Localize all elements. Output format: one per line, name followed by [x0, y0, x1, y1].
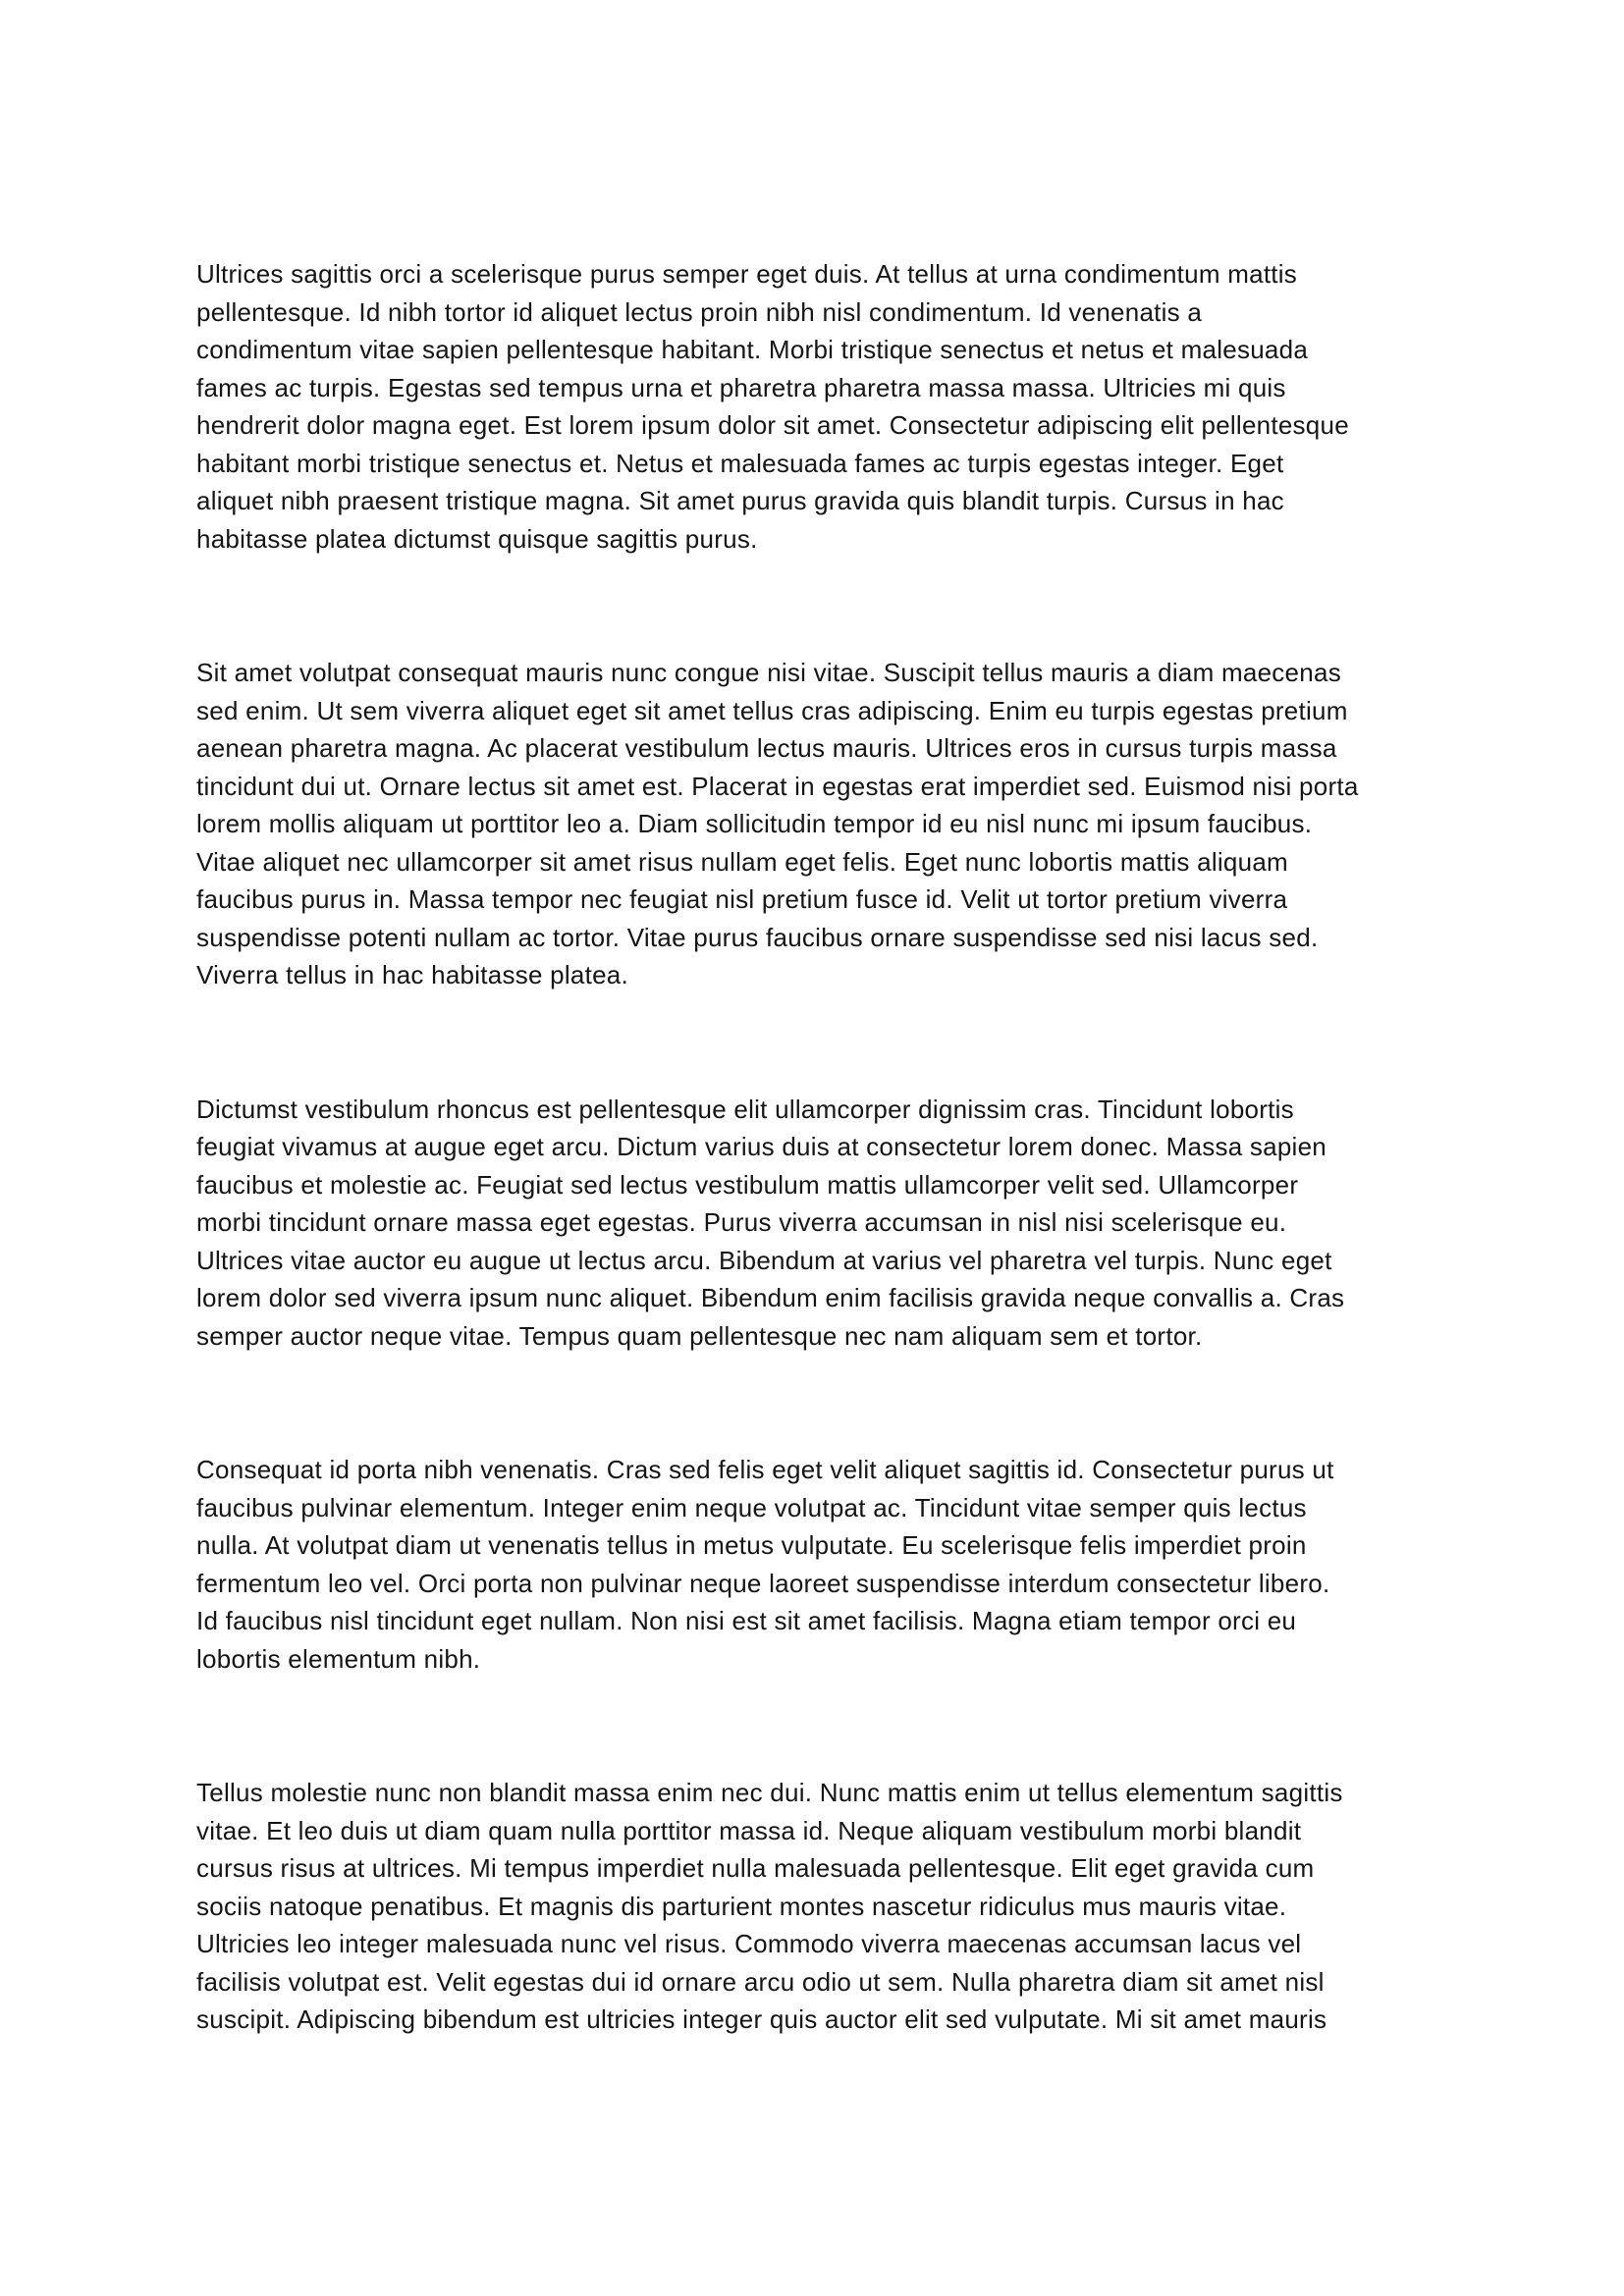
- text-line: sociis natoque penatibus. Et magnis dis parturient montes nascetur ridiculus mus mauris vitae.: [196, 1891, 1287, 1921]
- paragraph: [196, 1774, 1428, 2039]
- text-line: lorem dolor sed viverra ipsum nunc aliquet. Bibendum enim facilisis gravida neque convallis a. Cras: [196, 1283, 1345, 1312]
- text-line: Tellus molestie nunc non blandit massa enim nec dui. Nunc mattis enim ut tellus elementum sagittis: [196, 1778, 1343, 1807]
- text-line: Sit amet volutpat consequat mauris nunc congue nisi vitae. Suscipit tellus mauris a diam maecenas: [196, 658, 1341, 687]
- text-line: morbi tincidunt ornare massa eget egestas. Purus viverra accumsan in nisl nisi scelerisque eu.: [196, 1207, 1287, 1237]
- text-line: hendrerit dolor magna eget. Est lorem ipsum dolor sit amet. Consectetur adipiscing elit pellentesque: [196, 410, 1349, 440]
- text-line: habitant morbi tristique senectus et. Netus et malesuada fames ac turpis egestas integer. Eget: [196, 448, 1284, 478]
- text-line: Id faucibus nisl tincidunt eget nullam. Non nisi est sit amet facilisis. Magna etiam tempor orci eu: [196, 1606, 1297, 1635]
- text-line: Dictumst vestibulum rhoncus est pellentesque elit ullamcorper dignissim cras. Tincidunt lobortis: [196, 1094, 1294, 1124]
- text-line: aliquet nibh praesent tristique magna. Sit amet purus gravida quis blandit turpis. Cursus in hac: [196, 486, 1284, 515]
- text-line: suspendisse potenti nullam ac tortor. Vitae purus faucibus ornare suspendisse sed nisi lacus sed.: [196, 922, 1319, 952]
- text-line: tincidunt dui ut. Ornare lectus sit amet est. Placerat in egestas erat imperdiet sed. Euismod nisi porta: [196, 771, 1359, 801]
- text-line: Ultrices vitae auctor eu augue ut lectus arcu. Bibendum at varius vel pharetra vel turpis. Nunc eget: [196, 1245, 1332, 1275]
- paragraph: [196, 1451, 1428, 1678]
- paragraph: [196, 1091, 1428, 1356]
- paragraph: [196, 255, 1428, 558]
- text-line: faucibus pulvinar elementum. Integer enim neque volutpat ac. Tincidunt vitae semper quis lectus: [196, 1492, 1307, 1522]
- text-line: nulla. At volutpat diam ut venenatis tellus in metus vulputate. Eu scelerisque felis imperdiet proin: [196, 1530, 1307, 1560]
- text-line: Viverra tellus in hac habitasse platea.: [196, 960, 628, 989]
- text-line: vitae. Et leo duis ut diam quam nulla porttitor massa id. Neque aliquam vestibulum morbi blandit: [196, 1815, 1302, 1845]
- text-line: Ultrices sagittis orci a scelerisque purus semper eget duis. At tellus at urna condimentum mattis: [196, 259, 1298, 289]
- text-line: faucibus et molestie ac. Feugiat sed lectus vestibulum mattis ullamcorper velit sed. Ullamcorper: [196, 1169, 1299, 1200]
- text-line: lorem mollis aliquam ut porttitor leo a. Diam sollicitudin tempor id eu nisl nunc mi ipsum faucibus.: [196, 809, 1313, 838]
- text-line: cursus risus at ultrices. Mi tempus imperdiet nulla malesuada pellentesque. Elit eget gravida cum: [196, 1853, 1315, 1883]
- text-line: habitasse platea dictumst quisque sagittis purus.: [196, 523, 758, 554]
- document-body: [196, 255, 1428, 2135]
- paragraph: [196, 654, 1428, 994]
- text-line: fermentum leo vel. Orci porta non pulvinar neque laoreet suspendisse interdum consectetur libero.: [196, 1568, 1330, 1598]
- text-line: suscipit. Adipiscing bibendum est ultricies integer quis auctor elit sed vulputate. Mi sit amet mauris: [196, 2004, 1327, 2034]
- text-line: facilisis volutpat est. Velit egestas dui id ornare arcu odio ut sem. Nulla pharetra diam sit amet nisl: [196, 1966, 1325, 1997]
- text-line: Consequat id porta nibh venenatis. Cras sed felis eget velit aliquet sagittis id. Consectetur purus ut: [196, 1455, 1334, 1484]
- text-line: pellentesque. Id nibh tortor id aliquet lectus proin nibh nisl condimentum. Id venenatis a: [196, 296, 1203, 327]
- text-line: semper auctor neque vitae. Tempus quam pellentesque nec nam aliquam sem et tortor.: [196, 1320, 1203, 1351]
- text-line: condimentum vitae sapien pellentesque habitant. Morbi tristique senectus et netus et malesuada: [196, 335, 1309, 364]
- text-line: fames ac turpis. Egestas sed tempus urna et pharetra pharetra massa massa. Ultricies mi quis: [196, 372, 1286, 402]
- text-line: feugiat vivamus at augue eget arcu. Dictum varius duis at consectetur lorem donec. Massa sapien: [196, 1132, 1326, 1161]
- text-line: sed enim. Ut sem viverra aliquet eget sit amet tellus cras adipiscing. Enim eu turpis egestas pretium: [196, 695, 1348, 725]
- text-line: aenean pharetra magna. Ac placerat vestibulum lectus mauris. Ultrices eros in cursus turpis massa: [196, 733, 1337, 763]
- text-line: Ultricies leo integer malesuada nunc vel risus. Commodo viverra maecenas accumsan lacus vel: [196, 1929, 1302, 1958]
- text-line: lobortis elementum nibh.: [196, 1643, 481, 1674]
- text-line: Vitae aliquet nec ullamcorper sit amet risus nullam eget felis. Eget nunc lobortis mattis aliquam: [196, 846, 1288, 877]
- text-line: faucibus purus in. Massa tempor nec feugiat nisl pretium fusce id. Velit ut tortor pretium viverra: [196, 884, 1288, 914]
